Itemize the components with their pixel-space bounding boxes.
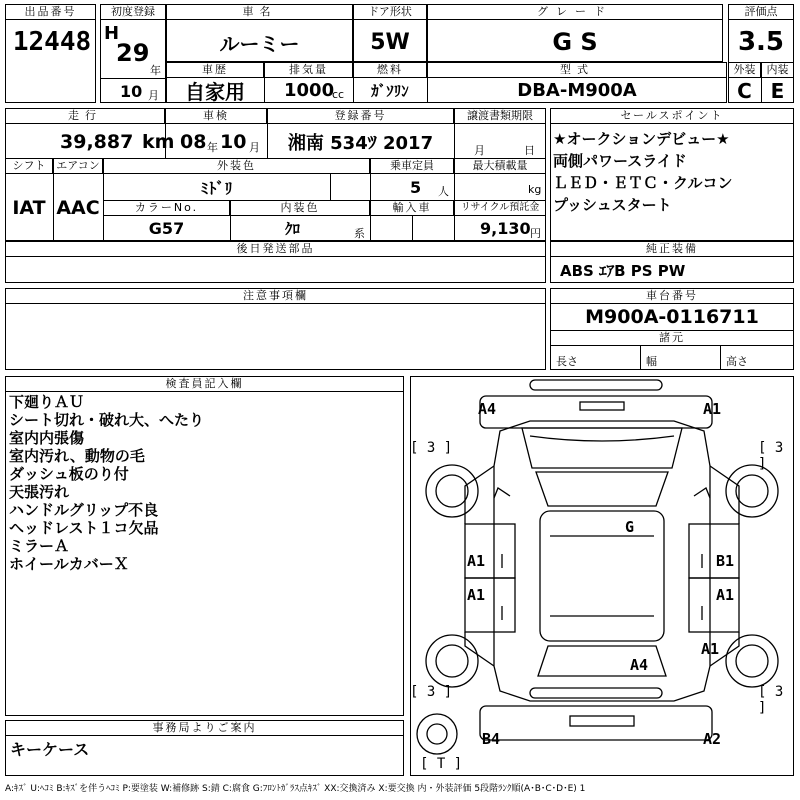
damage-rear-left-bottom: B4 — [482, 730, 501, 748]
equipment-value: ABS ｴｱB PS PW — [560, 261, 686, 280]
damage-rear-center: A4 — [630, 656, 649, 674]
aircon-value: AAC — [56, 196, 100, 219]
capacity-unit: 人 — [438, 185, 449, 198]
inspector-note-line: ヘッドレスト１コ欠品 — [9, 519, 159, 537]
tire-front-left: [ 3 ] — [410, 440, 453, 456]
interior-color-label: 内装色 — [230, 200, 370, 216]
inspection-label: 車検 — [165, 108, 267, 124]
tire-front-right: [ 3 ] — [758, 440, 784, 472]
aircon-label: エアコン — [53, 158, 103, 174]
later-parts-label: 後日発送部品 — [5, 241, 546, 257]
caution-label: 注意事項欄 — [5, 288, 546, 304]
recycle-unit: 円 — [530, 227, 541, 240]
inspection-month: 10 — [220, 131, 247, 153]
exterior-grade-label: 外装 — [728, 62, 761, 78]
inspector-note-line: ハンドルグリップ不良 — [9, 501, 159, 519]
transfer-day-unit: 日 — [524, 144, 535, 157]
damage-right-mid: B1 — [716, 552, 735, 570]
color-no-value: G57 — [148, 219, 185, 238]
first-reg-year-unit: 年 — [150, 64, 161, 77]
shift-label: シフト — [5, 158, 53, 174]
damage-front-left: A4 — [478, 400, 497, 418]
lot-number-label: 出品番号 — [5, 4, 96, 20]
displacement-value: 1000 — [284, 80, 335, 101]
history-value: 自家用 — [185, 80, 245, 104]
sales-point-line: 両側パワースライド — [553, 152, 687, 170]
history-label: 車歴 — [166, 62, 264, 78]
sales-point-line: ＬＥＤ・ＥＴＣ・クルコン — [553, 174, 733, 192]
mileage-unit: km — [142, 131, 175, 153]
interior-color-unit: 系 — [354, 227, 365, 240]
transfer-month-unit: 月 — [474, 144, 485, 157]
inspector-note-line: シート切れ・破れ大、へたり — [9, 411, 205, 429]
inspector-note-line: 室内内張傷 — [9, 429, 85, 447]
first-reg-month-unit: 月 — [148, 89, 159, 102]
inspector-note-line: ミラーＡ — [9, 537, 70, 555]
legend-text: A:ｷｽﾞ U:ﾍｺﾐ B:ｷｽﾞを伴うﾍｺﾐ P:要塗装 W:補修跡 S:錆 C:腐食 G:ﾌﾛﾝﾄｶﾞﾗｽ点ｷｽﾞ XX:交換済み X:要交換 内・外装評価 5段階ﾗﾝｸ順(A･B･C･D･E) 1 — [5, 784, 586, 794]
inspector-note-line: 下廻りＡＵ — [9, 393, 85, 411]
color-label: 外装色 — [103, 158, 370, 174]
model-label: 型式 — [427, 62, 727, 78]
import-label: 輸入車 — [370, 200, 454, 216]
displacement-unit: cc — [332, 88, 345, 101]
interior-color-value: ｸﾛ — [285, 220, 301, 238]
door-label: ドア形状 — [353, 4, 427, 20]
inspector-note-line: 天張汚れ — [9, 483, 70, 501]
max-load-label: 最大積載量 — [454, 158, 546, 174]
capacity-value: 5 — [410, 177, 422, 197]
fuel-value: ｶﾞｿﾘﾝ — [371, 82, 409, 100]
fuel-label: 燃料 — [353, 62, 427, 78]
car-name-label: 車名 — [166, 4, 353, 20]
max-load-unit: kg — [528, 183, 542, 196]
transfer-label: 譲渡書類期限 — [454, 108, 546, 124]
tire-rear-right: [ 3 ] — [758, 684, 784, 716]
equipment-label: 純正装備 — [550, 241, 794, 257]
grade-value: G S — [552, 28, 598, 56]
plate-value: 湘南 534ﾂ 2017 — [287, 133, 434, 154]
inspector-notes — [9, 393, 204, 573]
displacement-label: 排気量 — [264, 62, 353, 78]
sales-point-line: ★オークションデビュー★ — [553, 130, 730, 148]
capacity-label: 乗車定員 — [370, 158, 454, 174]
recycle-label: リサイクル預託金 — [454, 200, 546, 216]
model-value: DBA-M900A — [517, 80, 637, 101]
damage-right-lower: A1 — [716, 586, 735, 604]
lot-number: 12448 — [12, 27, 92, 57]
office-label: 事務局よりご案内 — [5, 720, 404, 736]
spec-height-label: 高さ — [726, 355, 748, 368]
damage-rear-right: A1 — [701, 640, 720, 658]
first-reg-label: 初度登録 — [100, 4, 166, 20]
first-reg-era: H — [104, 22, 120, 44]
tire-rear-left: [ 3 ] — [410, 684, 453, 700]
inspection-year-unit: 年 — [207, 141, 218, 154]
door-type: 5W — [370, 29, 410, 55]
car-name: ルーミー — [219, 31, 300, 56]
exterior-grade: C — [737, 78, 752, 103]
sales-point-line: プッシュスタート — [553, 196, 672, 214]
specs-label: 諸元 — [550, 330, 794, 346]
car-diagram — [410, 376, 794, 776]
recycle-value: 9,130 — [480, 219, 531, 238]
interior-grade-label: 内装 — [761, 62, 794, 78]
damage-front-right: A1 — [703, 400, 722, 418]
shift-value: IAT — [12, 196, 46, 219]
chassis-number: M900A-0116711 — [585, 306, 759, 328]
damage-rear-right-bottom: A2 — [703, 730, 722, 748]
spec-length-label: 長さ — [556, 355, 578, 368]
inspector-note-line: ホイールカバーＸ — [9, 555, 129, 573]
inspection-year: 08 — [180, 131, 207, 153]
damage-left-lower: A1 — [467, 586, 486, 604]
sales-points-list — [553, 128, 733, 216]
office-note: キーケース — [10, 739, 90, 759]
first-reg-year: 29 — [116, 39, 150, 67]
plate-label: 登録番号 — [267, 108, 454, 124]
sales-points-label: セールスポイント — [550, 108, 794, 124]
color-no-label: カラーNo. — [103, 200, 230, 216]
score-value: 3.5 — [737, 27, 785, 57]
color-value: ﾐﾄﾞﾘ — [200, 178, 233, 198]
inspector-note-line: 室内汚れ、動物の毛 — [9, 447, 145, 465]
spec-width-label: 幅 — [646, 355, 657, 368]
mileage-label: 走行 — [5, 108, 165, 124]
mileage-value: 39,887 — [60, 131, 134, 153]
damage-left-mid: A1 — [467, 552, 486, 570]
chassis-label: 車台番号 — [550, 288, 794, 304]
damage-roof: G — [625, 518, 635, 536]
inspector-note-line: ダッシュ板のり付 — [9, 465, 129, 483]
grade-label: グレード — [427, 4, 723, 20]
inspection-month-unit: 月 — [249, 141, 260, 154]
score-label: 評価点 — [728, 4, 794, 20]
inspector-label: 検査員記入欄 — [5, 376, 404, 392]
spare-tire: [ T ] — [420, 756, 463, 772]
first-reg-month: 10 — [120, 81, 143, 101]
interior-grade: E — [770, 78, 785, 103]
